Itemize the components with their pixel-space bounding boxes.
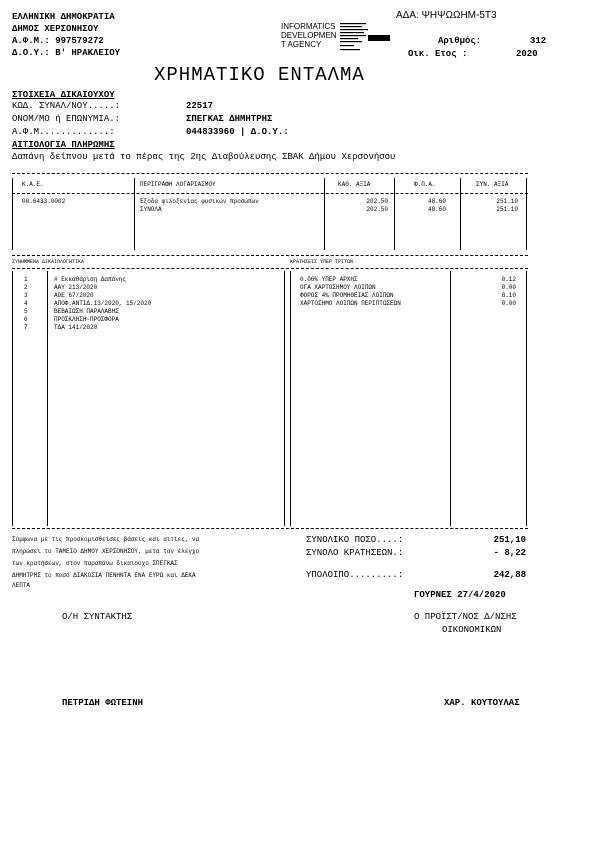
- signature-left-title: Ο/Η ΣΥΝΤΑΚΤΗΣ: [62, 612, 133, 622]
- col-header-total: ΣΥΝ. ΑΞΙΑ: [476, 181, 509, 188]
- doc-text: ΒΕΒΑΙΩΣΗ ΠΑΡΑΛΑΒΗΣ: [54, 308, 119, 315]
- beneficiary-afm-value: 044833960 | Δ.Ο.Υ.:: [186, 127, 289, 137]
- table-rule-top: [12, 173, 528, 174]
- deductions-total-label: ΣΥΝΟΛΟ ΚΡΑΤΗΣΕΩΝ.:: [306, 548, 404, 558]
- section-rule: [12, 268, 528, 269]
- row-net: 202.50: [366, 198, 388, 205]
- logo-small-print-graphic: [338, 21, 398, 57]
- note-line: πληρώσει το ΤΑΜΕΙΟ ΔΗΜΟΥ ΧΕΡΣΟΝΗΣΟΥ, μετά τον έλεγχο: [12, 548, 200, 555]
- place-date: ΓΟΥΡΝΕΣ 27/4/2020: [414, 590, 506, 600]
- payment-reason-text: Δαπάνη δείπνου μετά το πέρας της 2ης Διαβούλευσης ΣΒΑΚ Δήμου Χερσονήσου: [12, 152, 396, 162]
- doc-text: # Εκκαθάριση Δαπάνης: [54, 276, 127, 283]
- number-label: Αριθμός:: [438, 36, 482, 46]
- deduction-text: ΦΟΡΟΣ 4% ΠΡΟΜΗΘΕΙΑΣ ΛΟΙΠΩΝ: [300, 292, 394, 299]
- beneficiary-name-label: ΟΝΟΜ/ΜΟ ή ΕΠΩΝΥΜΙΑ.:: [12, 114, 121, 124]
- issuer-line-1: ΕΛΛΗΝΙΚΗ ΔΗΜΟΚΡΑΤΙΑ: [12, 12, 115, 22]
- note-line: των κρατήσεων, στον παραπάνω δικαιούχο ΣΠΕΓΚΑΣ: [12, 560, 178, 567]
- deduction-text: ΧΑΡΤΟΣΗΜΟ ΛΟΙΠΩΝ ΠΕΡΙΠΤΩΣΕΩΝ: [300, 300, 401, 307]
- page-title: ΧΡΗΜΑΤΙΚΟ ΕΝΤΑΛΜΑ: [154, 64, 365, 86]
- remaining-label: ΥΠΟΛΟΙΠΟ.........:: [306, 570, 404, 580]
- row-kae: 00.6433.0002: [22, 198, 66, 205]
- beneficiary-code-value: 22517: [186, 101, 214, 111]
- note-line: ΔΗΜΗΤΡΗΣ το ποσό ΔΙΑΚΟΣΙΑ ΠΕΝΗΝΤΑ ΕΝΑ ΕΥΡΩ και ΔΕΚΑ: [12, 572, 196, 579]
- signature-right-title-1: Ο ΠΡΟΪΣΤ/ΝΟΣ Δ/ΝΣΗΣ: [414, 612, 517, 622]
- deductions-section-title: ΚΡΑΤΗΣΕΙΣ ΥΠΕΡ ΤΡΙΤΩΝ: [290, 259, 354, 265]
- docs-section-title: ΣΥΝΗΜΜΕΝΑ ΔΙΚΑΙΟΛΟΓΗΤΙΚΑ: [12, 259, 85, 265]
- year-label: Οικ. Ετος :: [408, 49, 468, 59]
- ada-code: ΑΔΑ: ΨΗΨΩΩΗΜ-5Τ3: [396, 10, 497, 21]
- signature-right-name: ΧΑΡ. ΚΟΥΤΟΥΛΑΣ: [444, 698, 520, 708]
- row-description: ΣΥΝΟΛΑ: [140, 206, 162, 213]
- col-header-description: ΠΕΡΙΓΡΑΦΗ ΛΟΓΑΡΙΑΣΜΟΥ: [140, 181, 216, 188]
- row-vat: 48.60: [427, 206, 446, 213]
- issuer-line-3: Α.Φ.Μ.: 997579272: [12, 36, 104, 46]
- deduction-value: 0.00: [501, 300, 516, 307]
- doc-text: ΤΔΑ 141/2020: [54, 324, 98, 331]
- deduction-text: ΟΓΑ ΧΑΡΤΟΣΗΜΟΥ ΛΟΙΠΩΝ: [300, 284, 376, 291]
- year-value: 2020: [516, 49, 538, 59]
- deduction-text: 0.06% ΥΠΕΡ ΑΡΧΗΣ: [300, 276, 358, 283]
- doc-text: ΑΟΕ 67/2020: [54, 292, 94, 299]
- doc-number: 1: [24, 276, 28, 283]
- beneficiary-name-value: ΣΠΕΓΚΑΣ ΔΗΜΗΤΡΗΣ: [186, 114, 273, 124]
- note-line: Σύμφωνα με τις προσκομισθείσες βάσεις και αιτίες, να: [12, 536, 200, 543]
- note-line: ΛΕΠΤΑ: [12, 582, 31, 589]
- table-rule-bottom: [12, 255, 528, 256]
- col-header-vat: Φ.Π.Α.: [414, 181, 436, 188]
- doc-number: 4: [24, 300, 28, 307]
- doc-number: 5: [24, 308, 28, 315]
- row-total: 251.10: [496, 198, 518, 205]
- doc-number: 2: [24, 284, 28, 291]
- beneficiary-afm-label: Α.Φ.Μ.............:: [12, 127, 115, 137]
- logo-line-3: T AGENCY: [281, 40, 322, 49]
- issuer-line-2: ΔΗΜΟΣ ΧΕΡΣΟΝΗΣΟΥ: [12, 24, 99, 34]
- deductions-total-value: - 8,22: [493, 548, 526, 558]
- logo-line-1: INFORMATICS: [281, 22, 336, 31]
- row-vat: 48.60: [427, 198, 446, 205]
- total-value: 251,10: [493, 535, 526, 545]
- deduction-value: 8.10: [501, 292, 516, 299]
- row-total: 251.10: [496, 206, 518, 213]
- issuer-line-4: Δ.Ο.Υ.: Β' ΗΡΑΚΛΕΙΟΥ: [12, 48, 121, 58]
- doc-text: ΑΠΟΦ.ΑΝΤΙΔ.13/2020, 15/2020: [54, 300, 152, 307]
- beneficiary-code-label: ΚΩΔ. ΣΥΝΑΛ/ΝΟΥ.....:: [12, 101, 121, 111]
- doc-number: 3: [24, 292, 28, 299]
- section-rule-bottom: [12, 528, 528, 529]
- table-rule-header: [12, 193, 528, 194]
- col-header-net: ΚΑΘ. ΑΞΙΑ: [338, 181, 371, 188]
- number-value: 312: [530, 36, 547, 46]
- remaining-value: 242,88: [493, 570, 526, 580]
- beneficiary-section-title: ΣΤΟΙΧΕΙΑ ΔΙΚΑΙΟΥΧΟΥ: [12, 90, 115, 100]
- row-description: Έξοδα φιλοξενίας φυσικών προσώπων: [140, 198, 259, 205]
- doc-number: 6: [24, 316, 28, 323]
- col-header-kae: Κ.Α.Ε.: [22, 181, 44, 188]
- doc-text: ΠΡΟΣΚΛΗΣΗ-ΠΡΟΣΦΟΡΑ: [54, 316, 119, 323]
- total-label: ΣΥΝΟΛΙΚΟ ΠΟΣΟ....:: [306, 535, 404, 545]
- signature-right-title-2: ΟΙΚΟΝΟΜΙΚΩΝ: [442, 625, 502, 635]
- signature-left-name: ΠΕΤΡΙΔΗ ΦΩΤΕΙΝΗ: [62, 698, 144, 708]
- doc-number: 7: [24, 324, 28, 331]
- deduction-value: 0.00: [501, 284, 516, 291]
- payment-section-title: ΑΙΤΙΟΛΟΓΙΑ ΠΛΗΡΩΜΗΣ: [12, 140, 115, 150]
- logo-line-2: DEVELOPMEN: [281, 31, 337, 40]
- row-net: 202.50: [366, 206, 388, 213]
- deduction-value: 0.12: [501, 276, 516, 283]
- doc-text: ΑΑΥ 213/2020: [54, 284, 98, 291]
